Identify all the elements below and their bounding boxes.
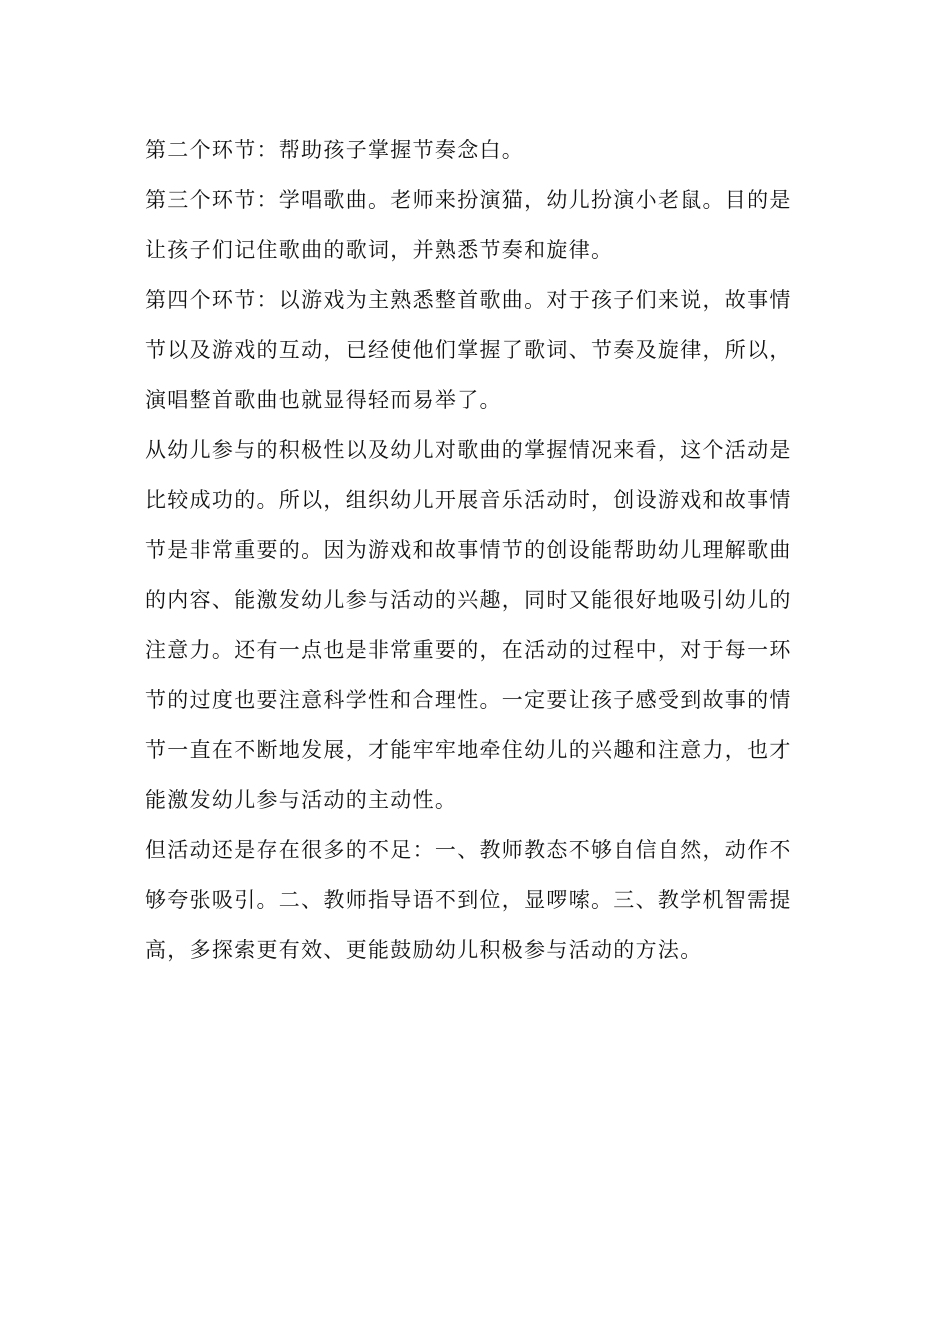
paragraph-line: 比较成功的。所以，组织幼儿开展音乐活动时，创设游戏和故事情: [145, 488, 792, 512]
paragraph-line: 能激发幼儿参与活动的主动性。: [145, 788, 458, 812]
paragraph-line: 节是非常重要的。因为游戏和故事情节的创设能帮助幼儿理解歌曲: [145, 538, 792, 562]
paragraph-line: 第二个环节：帮助孩子掌握节奏念白。: [145, 138, 525, 162]
paragraph-line: 够夸张吸引。二、教师指导语不到位，显啰嗦。三、教学机智需提: [145, 888, 792, 912]
paragraph-line: 第三个环节：学唱歌曲。老师来扮演猫，幼儿扮演小老鼠。目的是: [145, 188, 792, 212]
paragraph-line: 第四个环节：以游戏为主熟悉整首歌曲。对于孩子们来说，故事情: [145, 288, 792, 312]
paragraph-line: 从幼儿参与的积极性以及幼儿对歌曲的掌握情况来看，这个活动是: [145, 438, 792, 462]
paragraph-line: 节一直在不断地发展，才能牢牢地牵住幼儿的兴趣和注意力，也才: [145, 738, 792, 762]
paragraph-line: 让孩子们记住歌曲的歌词，并熟悉节奏和旋律。: [145, 238, 614, 262]
paragraph-line: 注意力。还有一点也是非常重要的，在活动的过程中，对于每一环: [145, 638, 792, 662]
paragraph-line: 高，多探索更有效、更能鼓励幼儿积极参与活动的方法。: [145, 938, 703, 962]
paragraph-line: 节以及游戏的互动，已经使他们掌握了歌词、节奏及旋律，所以，: [145, 338, 792, 362]
paragraph-line: 节的过度也要注意科学性和合理性。一定要让孩子感受到故事的情: [145, 688, 792, 712]
paragraph-line: 的内容、能激发幼儿参与活动的兴趣，同时又能很好地吸引幼儿的: [145, 588, 792, 612]
paragraph-line: 但活动还是存在很多的不足：一、教师教态不够自信自然，动作不: [145, 838, 792, 862]
paragraph-line: 演唱整首歌曲也就显得轻而易举了。: [145, 388, 502, 412]
